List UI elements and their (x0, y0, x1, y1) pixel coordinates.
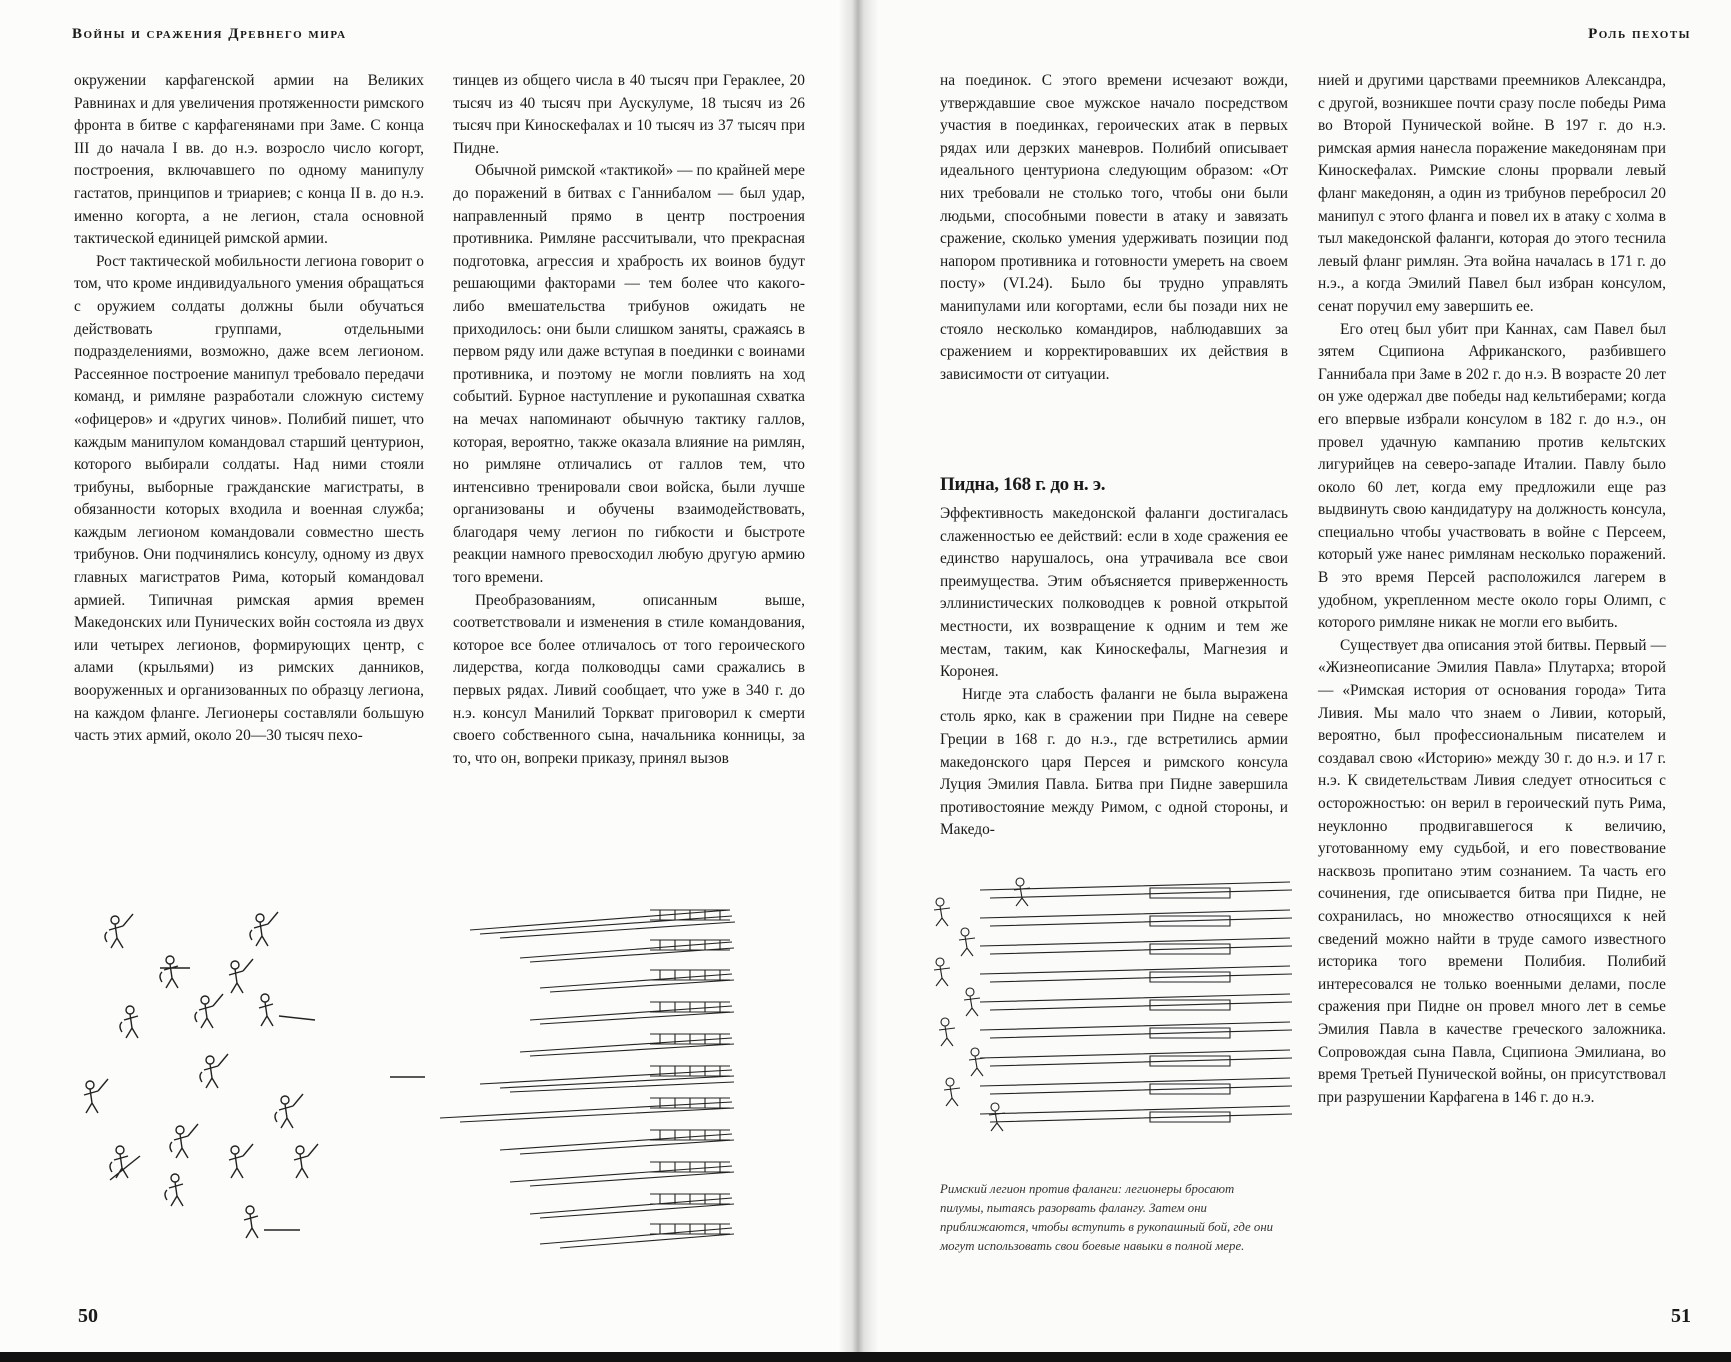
paragraph: Преобразованиям, описанным выше, соответствовали и изменения в стиле командования, которое все более отличалось от того героического лидерства, когда полководцы сами сражались в первых рядах. Ливий сообщает, что уже в 340 г. до н.э. консул Манилий Торкват приговорил к смерти своего собственного сына, начальника конницы, за то, что он, вопреки приказу, принял вызов (453, 591, 805, 767)
sarissa-lines (440, 910, 735, 1248)
left-page (0, 0, 858, 1362)
page-number-left: 50 (78, 1305, 98, 1327)
phalanx-ranks (440, 910, 735, 1248)
legionary-figures (84, 912, 425, 1238)
paragraph: Рост тактической мобильности легиона говорит о том, что кроме индивидуального умения обращаться с оружием солдаты должны были обучаться действовать группами, отдельными подразделениями, возможно, даже всем легионом. Рассеянное построение манипул требовало передачи команд, и римляне разработали сложную систему «офицеров» и «других чинов». Полибий пишет, что каждым манипулом командовал старший центурион, которого выбирали солдаты. Над ними стояли трибуны, выборные гражданские магистраты, в обязанности которых входила и военная служба; каждым легионом командовали совместно шесть трибунов. Они подчинялись консулу, одному из двух главных магистратов Рима, который командовал армией. Типичная римская армия времен Македонских или Пунических войн состояла из двух или четырех легионов, формирующих центр, с алами (крыльями) из римских данников, вооруженных и организованных по образцу легиона, на каждом фланге. Легионеры составляли большую часть этих армий, около 20—30 тысяч пехо- (74, 252, 424, 745)
running-head-left: Войны и сражения Древнего мира (72, 26, 347, 42)
paragraph: на поединок. С этого времени исчезают вожди, утверждавшие свое мужское начало посредством участия в поединках, героических атак в первых рядах или дерзких маневров. Полибий описывает идеального центуриона следующим образом: «От них требовали не столько того, чтобы они были людьми, способными повести в атаку и завязать сражение, сколько умения удерживать позиции под напором противника и готовности умереть на своем посту» (VI.24). Было бы трудно управлять манипулами или когортами, если бы позади них не стояло несколько командиров, наблюдавших за сражением и корректировавших их действия в зависимости от ситуации. (940, 72, 1288, 383)
page-number-right: 51 (1671, 1305, 1691, 1327)
paragraph: Его отец был убит при Каннах, сам Павел был зятем Сципиона Африканского, разбившего Ганнибала при Заме в 202 г. до н.э. В возрасте 20 лет он уже одержал две победы над кельтиберами; когда его впервые избрали консулом в 182 г. до н.э., он провел удачную кампанию против кельтских лигурийцев на северо-западе Италии. Павлу было около 60 лет, когда ему предложили еще раз выдвинуть свою кандидатуру на должность консула, специально чтобы участвовать в войне с Персеем, который уже нанес римлянам несколько поражений. В это время Персей расположился лагерем в удобном, укрепленном месте около горы Олимп, с которого римляне никак не могли его выбить. (1318, 320, 1666, 632)
right-column-1-bottom (940, 503, 1288, 842)
paragraph: Нигде эта слабость фаланги не была выражена столь ярко, как в сражении при Пидне на севере Греции в 168 г. до н.э., где встретились армии македонского царя Персея и римского консула Луция Эмилия Павла. Битва при Пидне завершила противостояние между Римом, с одной стороны, и Македо- (940, 685, 1288, 839)
running-head-right: Роль пехоты (1588, 26, 1691, 42)
legion-vs-phalanx-illustration (60, 870, 820, 1270)
section-title: Пидна, 168 г. до н. э. (940, 474, 1106, 495)
sarissa-lines (980, 882, 1292, 1122)
scan-bottom-edge (0, 1352, 1731, 1362)
paragraph: Эффективность македонской фаланги достигалась слаженностью ее действий: если в ходе сражения ее единство нарушалось, она утрачивала все свои преимущества. Этим объясняется приверженность эллинистических полководцев к ровной открытой местности, их возвращение к одним и тем же местам, таким, как Киноскефалы, Магнезия и Коронея. (940, 505, 1288, 681)
left-column-1 (74, 70, 424, 748)
paragraph: Существует два описания этой битвы. Первый — «Жизнеописание Эмилия Павла» Плутарха; второй — «Римская история от основания города» Тита Ливия. Мы мало что знаем о Ливии, который, вероятно, был профессиональным писателем и создавал свою «Историю» между 30 г. до н.э. и 17 г. н.э. К свидетельствам Ливия следует относиться с осторожностью: он верил в героический путь Рима, неуклонно продвигавшегося к величию, уготованному ему судьбой, и его повествование насквозь пропитано этим сознанием. Та часть его сочинения, где описывается битва при Пидне, не сохранилась, но множество относящихся к ней сведений можно найти в труде самого известного историка того времени Полибия. Полибий интересовался не только военными делами, после сражения при Пидне он провел много лет в семье Эмилия Павла в качестве греческого заложника. Сопровождая сына Павла, Сципиона Эмилиана, во время Третьей Пунической войны, он присутствовал при разрушении Карфагена в 146 г. до н.э. (1318, 636, 1666, 1106)
paragraph: тинцев из общего числа в 40 тысяч при Гераклее, 20 тысяч из 40 тысяч при Аускулуме, 18 тысяч из 26 тысяч при Киноскефалах и 10 тысяч из 37 тысяч при Пидне. (453, 72, 805, 157)
paragraph: нией и другими царствами преемников Александра, с другой, возникшее почти сразу после победы Рима во Второй Пунической войне. В 197 г. до н.э. римская армия нанесла поражение македонянам при Киноскефалах. Римские слоны прорвали левый фланг македонян, а один из трибунов перебросил 20 манипул с этого фланга и повел их в атаку с холма в тыл македонской фаланги, которая до этого теснила левый фланг римлян. Эта война началась в 171 г. до н.э., а когда Эмилий Павел был избран консулом, сенат поручил ему завершить ее. (1318, 72, 1666, 315)
paragraph: Обычной римской «тактикой» — по крайней мере до поражений в битвах с Ганнибалом — был удар, направленный прямо в центр построения противника. Римляне рассчитывали, что прекрасная подготовка, агрессия и храбрость их воинов будут решающими факторами — тем более что какого-либо вмешательства трибунов ожидать не приходилось: они были слишком заняты, сражаясь в первом ряду или даже вступая в поединки с воинами противника, и поэтому не могли повлиять на ход событий. Бурное наступление и рукопашная схватка на мечах напоминают обычную тактику галлов, которая, вероятно, также оказала влияние на римлян, но римляне отличались от галлов тем, что интенсивно тренировали свои войска, были лучше организованы и обучены взаимодействовать, благодаря чему легион по гибкости и быстроте реакции намного превосходил любую другую армию того времени. (453, 162, 805, 587)
phalanx-clash-illustration (920, 870, 1300, 1150)
book-gutter (838, 0, 878, 1362)
left-column-2 (453, 70, 805, 770)
right-column-1-top (940, 70, 1288, 386)
paragraph: окружении карфагенской армии на Великих Равнинах и для увеличения протяженности римского фронта в битве с карфагенянами при Заме. С конца III до начала I вв. до н.э. возросло число когорт, построения, включавшего по одному манипулу гастатов, принципов и триариев; с конца II в. до н.э. именно когорта, а не легион, стала основной тактической единицей римской армии. (74, 72, 424, 248)
illustration-caption: Римский легион против фаланги: легионеры бросают пилумы, пытаясь разорвать фалангу. Затем они приближаются, чтобы вступить в рукопашный бой, где они могут использовать свои боевые навыки в полной мере. (940, 1182, 1274, 1253)
phalanx-shields (650, 910, 730, 1234)
right-column-2 (1318, 70, 1666, 1109)
